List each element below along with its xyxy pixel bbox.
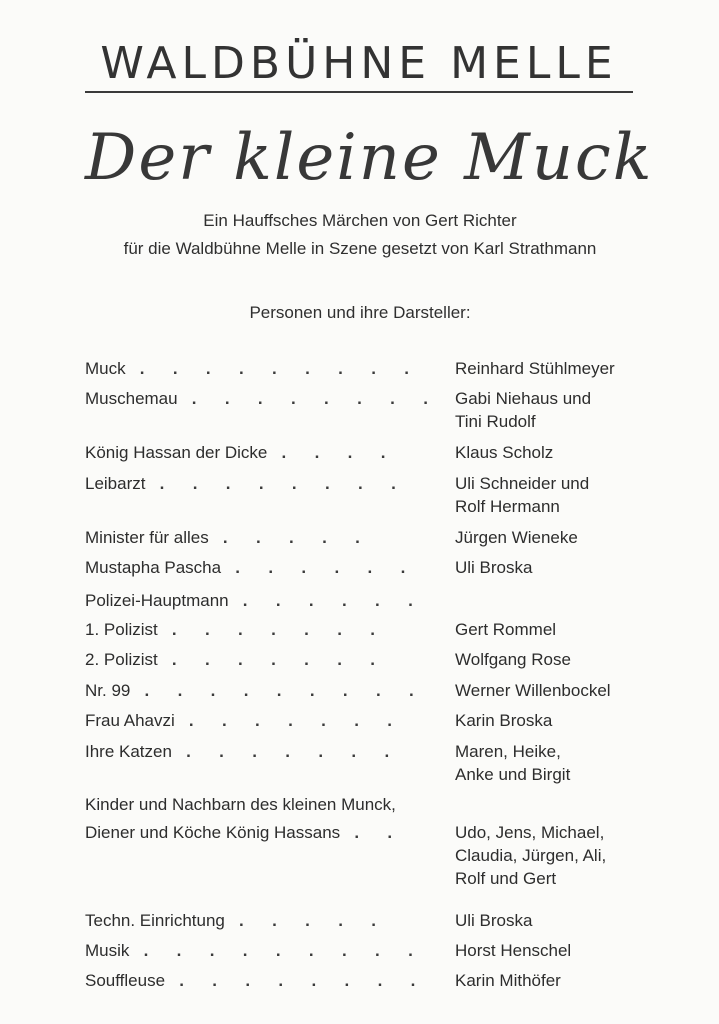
role-name — [85, 618, 447, 641]
actor-name: Uli Broska — [455, 911, 533, 930]
ensemble-line: Kinder und Nachbarn des kleinen Munck, — [85, 795, 396, 814]
role-name — [85, 648, 447, 671]
role-label: Musik — [85, 941, 130, 960]
role-label: Ihre Katzen — [85, 742, 172, 761]
actor-name: Gabi Niehaus und — [455, 389, 592, 408]
actor-name: Jürgen Wieneke — [455, 528, 578, 547]
actor-name: Karin Broska — [455, 711, 553, 730]
role-label: 2. Polizist — [85, 650, 158, 669]
role-label: Leibarzt — [85, 474, 146, 493]
leader-dots: . . . . — [267, 443, 405, 462]
actor-names — [455, 618, 645, 641]
actor-name: Maren, Heike, — [455, 742, 561, 761]
leader-dots: . . . . . . . . . — [125, 359, 428, 378]
actor-names — [455, 939, 645, 962]
actor-name: Claudia, Jürgen, Ali, — [455, 846, 607, 865]
actor-name: Anke und Birgit — [455, 765, 571, 784]
leader-dots: . . . . . . . . — [145, 474, 415, 493]
header — [85, 38, 633, 93]
actor-name: Reinhard Stühlmeyer — [455, 359, 615, 378]
actor-names — [455, 526, 645, 549]
actor-name: Karin Mithöfer — [455, 971, 561, 990]
actor-names — [455, 821, 645, 890]
role-label: Minister für alles — [85, 528, 209, 547]
actor-names — [455, 969, 645, 992]
role-name — [85, 472, 447, 495]
play-title: Der kleine Muck — [85, 121, 654, 195]
actor-name: Uli Schneider und — [455, 474, 590, 493]
actor-name: Uli Broska — [455, 558, 533, 577]
role-name — [85, 387, 447, 410]
role-label: König Hassan der Dicke — [85, 443, 268, 462]
subtitle-author: Ein Hauffsches Märchen von Gert Richter — [203, 211, 517, 230]
leader-dots: . . . . . . . . — [177, 389, 447, 408]
role-name — [85, 441, 447, 464]
actor-name: Udo, Jens, Michael, — [455, 823, 605, 842]
actor-names — [455, 441, 645, 464]
leader-dots: . . — [340, 823, 412, 842]
actor-name: Gert Rommel — [455, 620, 557, 639]
subtitle-director: für die Waldbühne Melle in Szene gesetzt von Karl Strathmann — [123, 239, 597, 258]
actor-names — [455, 556, 645, 579]
actor-names — [455, 740, 645, 786]
role-label: Muschemau — [85, 389, 178, 408]
role-name — [85, 556, 447, 579]
role-name — [85, 821, 447, 844]
role-name — [85, 740, 447, 763]
title-rule — [85, 91, 633, 93]
role-label: Souffleuse — [85, 971, 166, 990]
role-label: Frau Ahavzi — [85, 711, 175, 730]
role-label: Polizei-Hauptmann — [85, 591, 229, 610]
role-label: Mustapha Pascha — [85, 558, 222, 577]
leader-dots: . . . . . . . — [174, 711, 411, 730]
leader-dots: . . . . . . — [228, 591, 432, 610]
actor-name: Werner Willenbockel — [455, 681, 611, 700]
role-label: Techn. Einrichtung — [85, 911, 225, 930]
actor-names — [455, 648, 645, 671]
role-name — [85, 589, 447, 612]
leader-dots: . . . . . . . — [171, 742, 409, 761]
role-name — [85, 909, 447, 932]
role-name — [85, 357, 447, 380]
actor-name: Rolf und Gert — [455, 869, 557, 888]
role-label: Nr. 99 — [85, 681, 131, 700]
actor-name: Tini Rudolf — [455, 412, 536, 431]
actor-names — [455, 387, 645, 433]
leader-dots: . . . . . . . . . — [129, 941, 432, 960]
actor-names — [455, 472, 645, 518]
actor-names — [455, 357, 645, 380]
role-name — [85, 526, 447, 549]
actor-name: Horst Henschel — [455, 941, 572, 960]
leader-dots: . . . . . . . — [157, 620, 394, 639]
cast-heading: Personen und ihre Darsteller: — [249, 303, 471, 322]
leader-dots: . . . . . — [224, 911, 395, 930]
role-name — [85, 939, 447, 962]
role-name — [85, 679, 447, 702]
actor-names — [455, 909, 645, 932]
actor-name: Klaus Scholz — [455, 443, 554, 462]
leader-dots: . . . . . . . — [157, 650, 394, 669]
actor-names — [455, 679, 645, 702]
leader-dots: . . . . . . . . — [165, 971, 435, 990]
role-label: Diener und Köche König Hassans — [85, 823, 341, 842]
actor-name: Wolfgang Rose — [455, 650, 571, 669]
role-label: Muck — [85, 359, 126, 378]
org-title: WALDBÜHNE MELLE — [100, 38, 618, 89]
actor-names — [455, 709, 645, 732]
leader-dots: . . . . . . . . . — [130, 681, 433, 700]
role-name — [85, 969, 447, 992]
role-name — [85, 709, 447, 732]
leader-dots: . . . . . — [208, 528, 379, 547]
leader-dots: . . . . . . — [221, 558, 425, 577]
role-label: 1. Polizist — [85, 620, 158, 639]
actor-name: Rolf Hermann — [455, 497, 560, 516]
